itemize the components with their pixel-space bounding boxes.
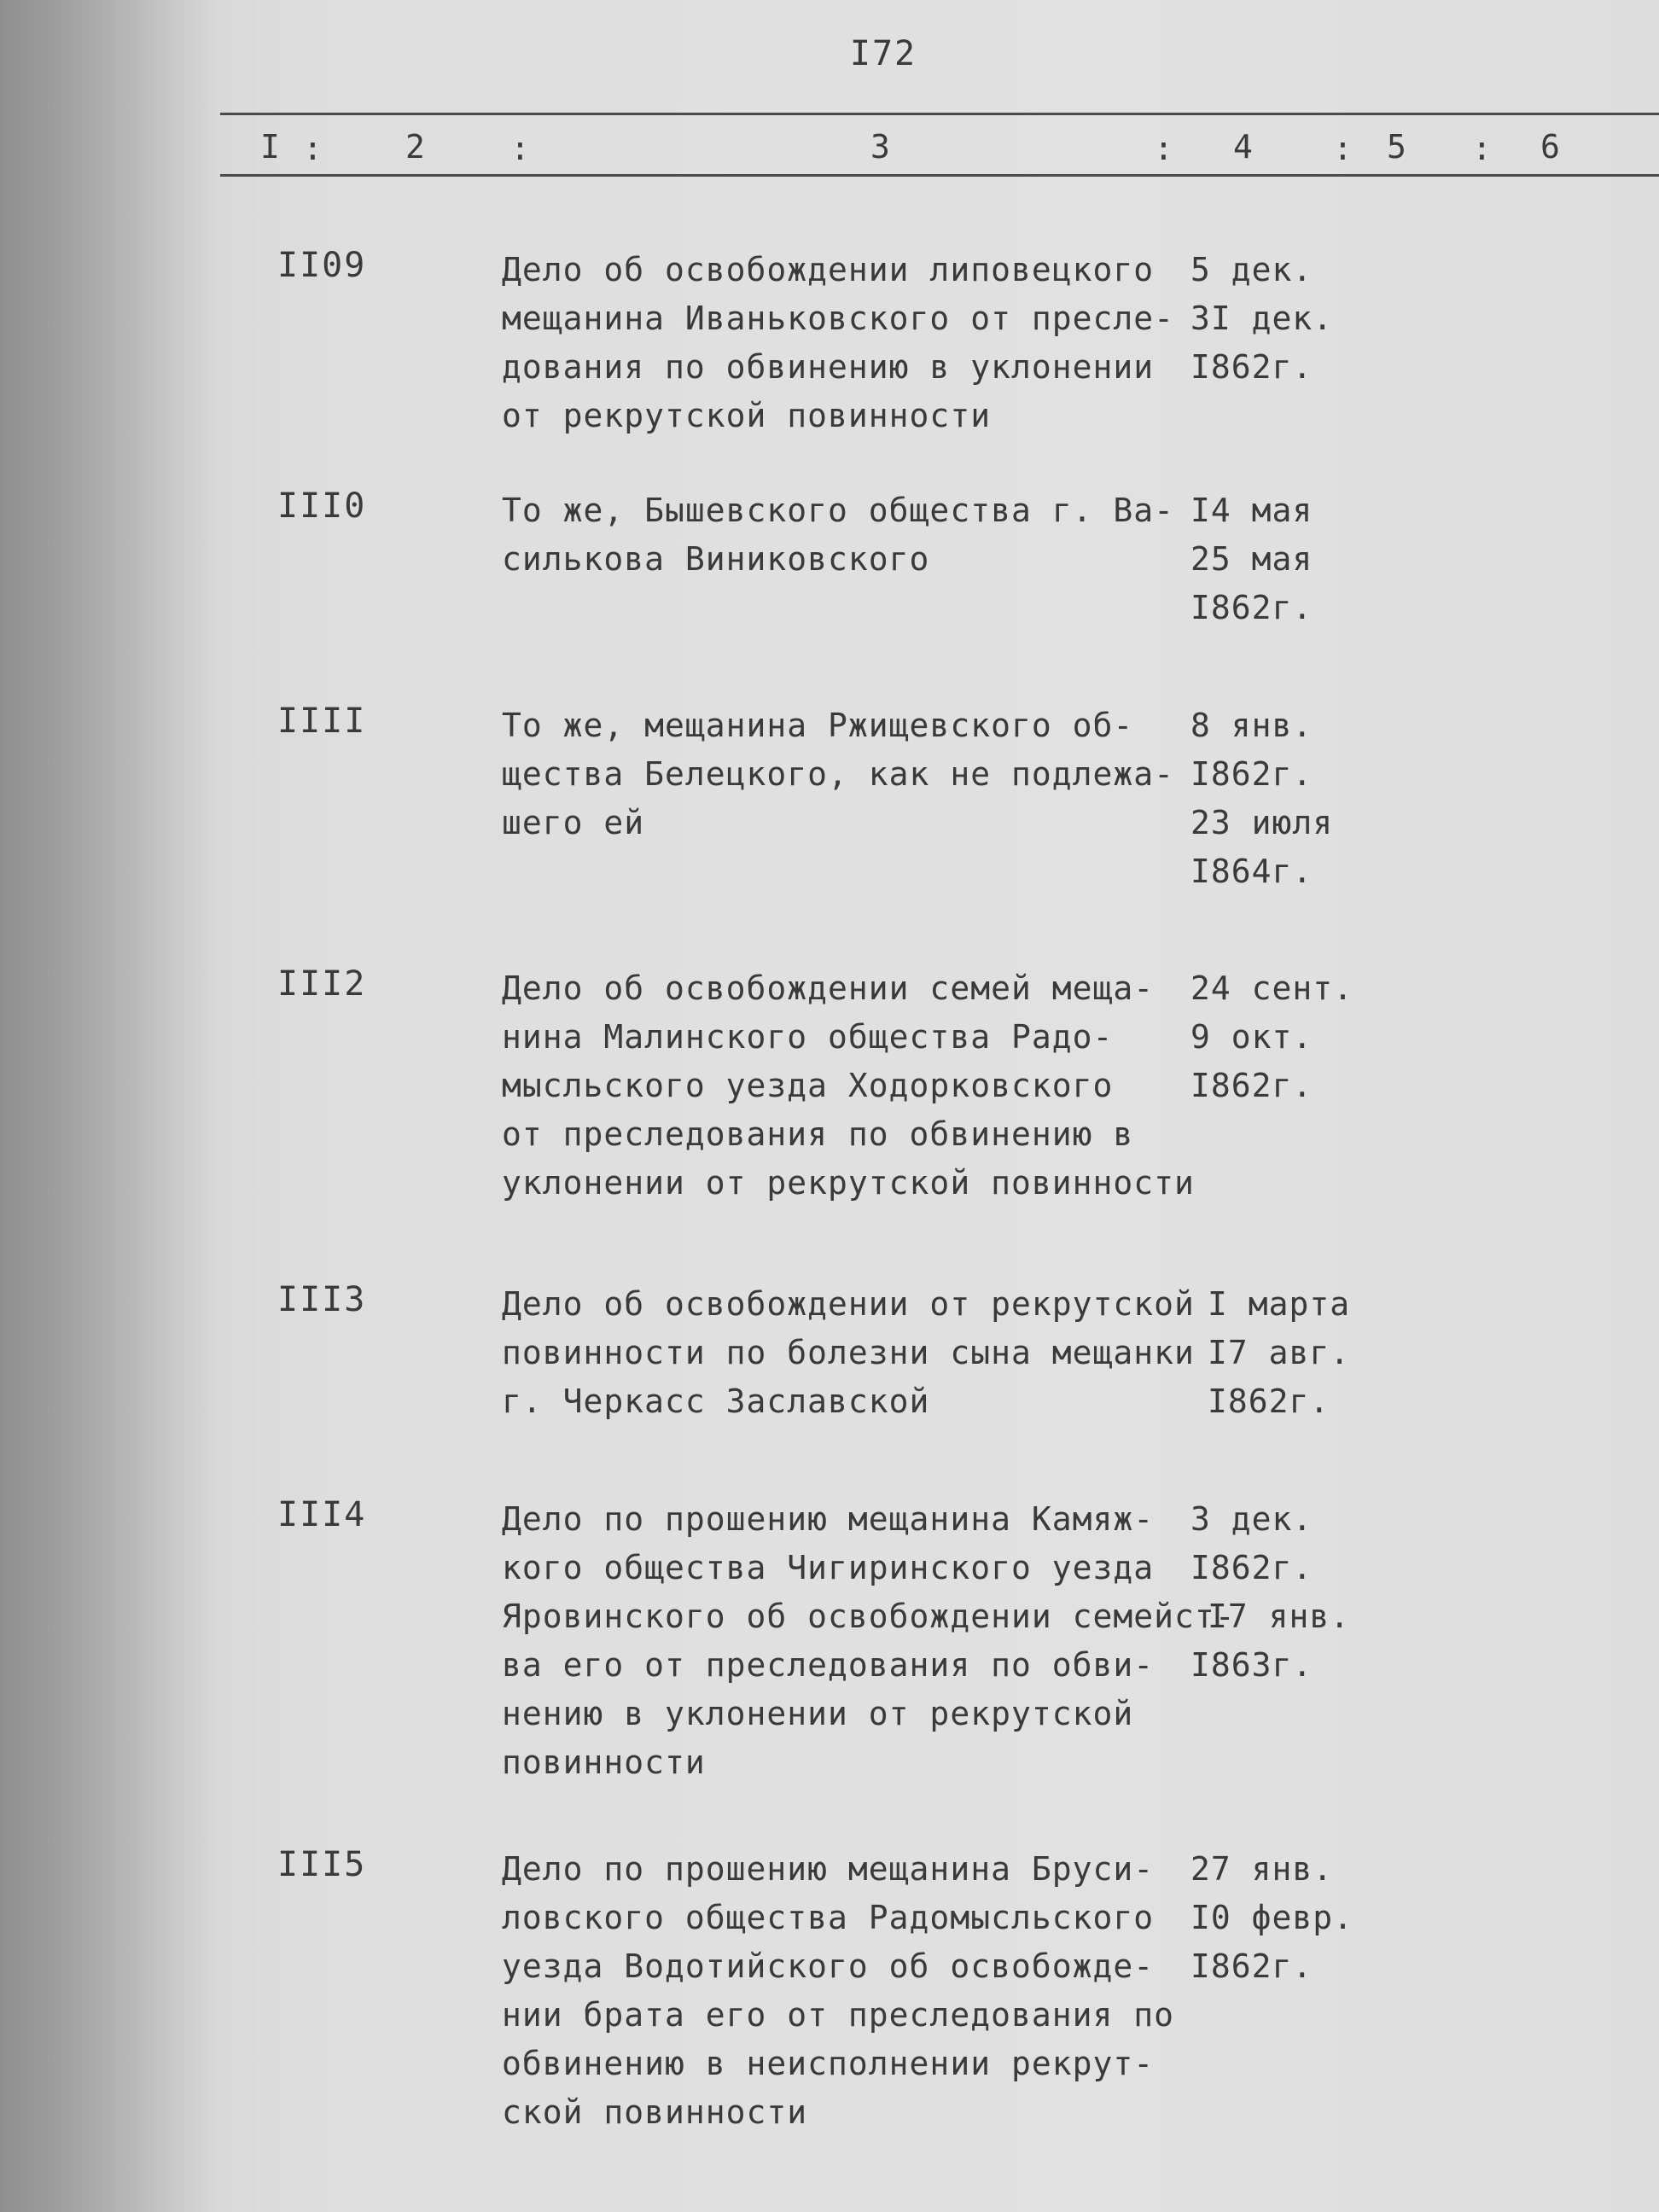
description-line: от преследования по обвинению в <box>502 1115 1134 1153</box>
description-line: г. Черкасс Заславской <box>502 1382 930 1420</box>
page-number: I72 <box>849 34 917 73</box>
entry-number: II09 <box>277 246 367 285</box>
description-line: от рекрутской повинности <box>502 397 992 434</box>
date-line: I862г. <box>1190 348 1313 386</box>
column-separator: : <box>1333 130 1353 167</box>
entry-description <box>502 486 1185 584</box>
entry-dates <box>1208 1280 1350 1426</box>
entry-dates <box>1190 246 1333 392</box>
description-line: мещанина Иваньковского от пресле- <box>502 300 1174 337</box>
entry-dates <box>1190 1845 1353 1991</box>
date-line: I863г. <box>1190 1646 1313 1684</box>
date-line: 9 окт. <box>1190 1018 1313 1056</box>
entry-number: III4 <box>277 1495 367 1534</box>
date-line: I862г. <box>1190 1549 1313 1586</box>
entry-number: III0 <box>277 486 367 526</box>
column-header-5: 5 <box>1387 128 1406 166</box>
description-line: кого общества Чигиринского уезда <box>502 1549 1155 1586</box>
date-line: 24 сент. <box>1190 969 1354 1007</box>
description-line: щества Белецкого, как не подлежа- <box>502 755 1174 793</box>
description-line: дования по обвинению в уклонении <box>502 348 1155 386</box>
date-line: I7 авг. <box>1208 1334 1351 1371</box>
date-line: 8 янв. <box>1190 707 1313 744</box>
date-line: I7 янв. <box>1208 1598 1351 1635</box>
description-line: мысльского уезда Ходорковского <box>502 1067 1114 1104</box>
column-header-1: I <box>260 128 280 166</box>
description-line: повинности <box>502 1743 706 1781</box>
date-line: I0 февр. <box>1190 1899 1354 1936</box>
description-line: ской повинности <box>502 2093 808 2131</box>
description-line: ва его от преследования по обви- <box>502 1646 1155 1684</box>
date-line: I марта <box>1208 1285 1351 1323</box>
entry-dates <box>1190 964 1353 1110</box>
description-line: Яровинского об освобождении семейст- <box>502 1598 1236 1635</box>
entry-description <box>502 1845 1185 2137</box>
bleed-through-margin <box>0 0 218 2212</box>
header-rule-top <box>220 113 1659 115</box>
description-line: нина Малинского общества Радо- <box>502 1018 1114 1056</box>
description-line: То же, мещанина Ржищевского об- <box>502 707 1134 744</box>
entry-description <box>502 701 1185 847</box>
date-line: 3I дек. <box>1190 300 1334 337</box>
entry-dates <box>1190 1495 1350 1690</box>
date-line: 25 мая <box>1190 540 1313 578</box>
description-line: Дело об освобождении семей меща- <box>502 969 1155 1007</box>
description-line: шего ей <box>502 804 645 841</box>
entry-number: III3 <box>277 1280 367 1319</box>
entry-number: III2 <box>277 964 367 1004</box>
date-line: I4 мая <box>1190 492 1313 529</box>
description-line: ловского общества Радомысльского <box>502 1899 1155 1936</box>
description-line: силькова Виниковского <box>502 540 930 578</box>
header-rule-bottom <box>220 174 1659 177</box>
entry-number: IIII <box>277 701 367 741</box>
entry-description <box>502 1495 1236 1787</box>
date-line: I862г. <box>1190 589 1313 626</box>
description-line: уезда Водотийского об освобожде- <box>502 1947 1155 1985</box>
description-line: повинности по болезни сына мещанки <box>502 1334 1195 1371</box>
entry-description <box>502 964 1195 1208</box>
date-line: 3 дек. <box>1190 1500 1313 1538</box>
entry-dates <box>1190 486 1313 632</box>
description-line: Дело об освобождении от рекрутской <box>502 1285 1195 1323</box>
column-header-3: 3 <box>870 128 890 166</box>
column-separator: : <box>303 130 323 167</box>
column-separator: : <box>1472 130 1492 167</box>
date-line: I862г. <box>1190 755 1313 793</box>
column-header-2: 2 <box>405 128 425 166</box>
description-line: обвинению в неисполнении рекрут- <box>502 2045 1155 2082</box>
description-line: нению в уклонении от рекрутской <box>502 1695 1134 1732</box>
entry-dates <box>1190 701 1333 896</box>
date-line: I862г. <box>1190 1067 1313 1104</box>
column-separator: : <box>1154 130 1173 167</box>
description-line: Дело по прошению мещанина Камяж- <box>502 1500 1155 1538</box>
date-line: 5 дек. <box>1190 251 1313 288</box>
description-line: Дело по прошению мещанина Бруси- <box>502 1850 1155 1888</box>
date-line: I862г. <box>1208 1382 1330 1420</box>
entry-description <box>502 246 1185 440</box>
description-line: уклонении от рекрутской повинности <box>502 1164 1195 1202</box>
entry-number: III5 <box>277 1845 367 1884</box>
column-header-4: 4 <box>1233 128 1253 166</box>
date-line: I864г. <box>1190 853 1313 890</box>
entry-description <box>502 1280 1195 1426</box>
column-header-6: 6 <box>1540 128 1560 166</box>
date-line: 27 янв. <box>1190 1850 1334 1888</box>
date-line: 23 июля <box>1190 804 1334 841</box>
description-line: Дело об освобождении липовецкого <box>502 251 1155 288</box>
date-line: I862г. <box>1190 1947 1313 1985</box>
column-separator: : <box>510 130 530 167</box>
description-line: нии брата его от преследования по <box>502 1996 1174 2034</box>
description-line: То же, Бышевского общества г. Ва- <box>502 492 1174 529</box>
